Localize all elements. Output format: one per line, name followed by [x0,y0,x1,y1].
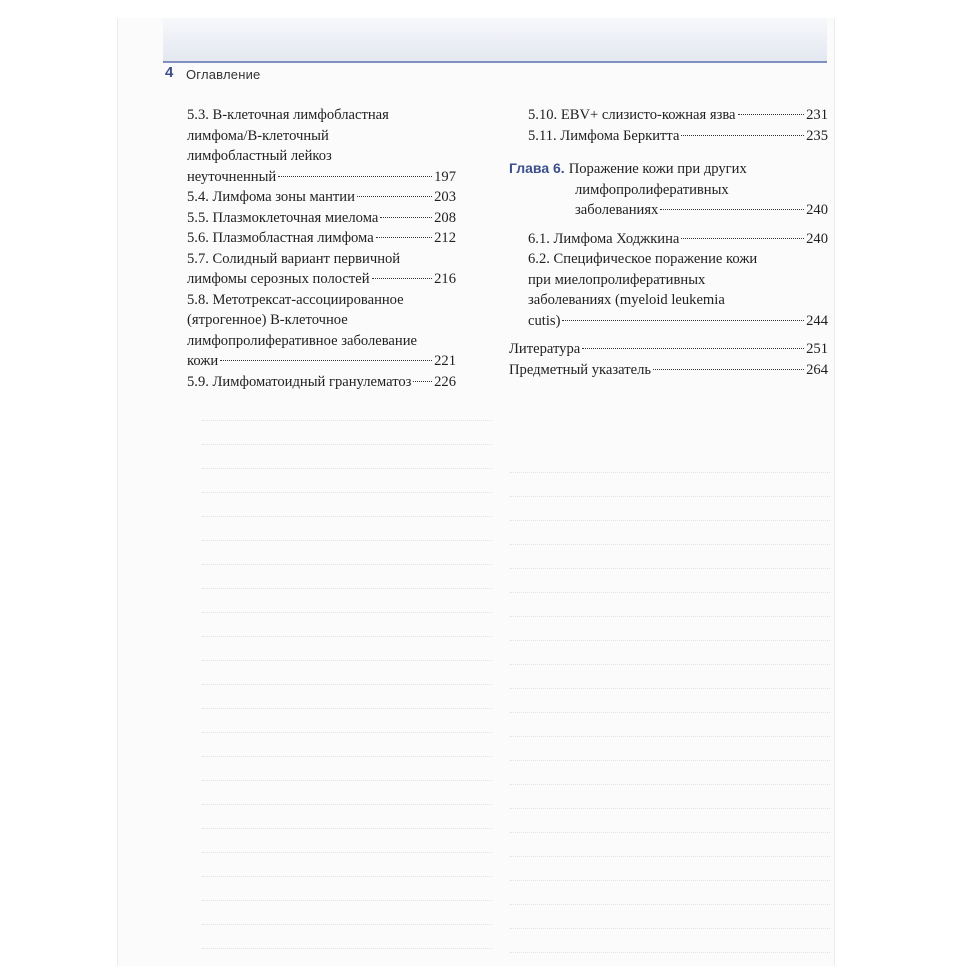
toc-entry-text: лимфобластный лейкоз [187,148,332,164]
toc-chapter-entry[interactable] [509,158,828,221]
toc-page-number: 240 [806,202,828,218]
toc-page-number: 216 [434,271,456,287]
toc-page-number: 235 [806,127,828,144]
toc-entry-text: при миелопролиферативных [528,271,706,288]
leader-dots [562,320,804,321]
toc-entry[interactable] [187,105,456,187]
header-band [163,18,827,62]
toc-entry[interactable] [187,249,456,290]
leader-dots [372,278,433,279]
toc-entry-text: 5.4. Лимфома зоны мантии [187,189,355,205]
toc-entry-text: 5.3. В-клеточная лимфобластная [187,107,389,123]
leader-dots [582,348,804,349]
bleed-through-text [510,450,830,954]
header-rule [163,61,827,63]
toc-entry-text: 5.6. Плазмобластная лимфома [187,230,374,246]
toc-entry[interactable] [509,105,828,126]
toc-entry-text: неуточненный [187,168,277,185]
toc-entry-text: заболеваниях (myeloid leukemia [528,292,725,308]
leader-dots [413,381,432,382]
toc-entry[interactable] [509,360,828,381]
leader-dots [380,217,432,218]
leader-dots [376,237,432,238]
leader-dots [738,114,805,115]
toc-page-number: 208 [434,209,456,226]
toc-entry[interactable] [509,339,828,360]
toc-entry[interactable] [187,372,456,393]
leader-dots [653,369,804,370]
bleed-through-text [202,398,492,950]
toc-entry-text: 5.11. Лимфома Беркитта [528,127,680,144]
toc-entry[interactable] [187,290,456,372]
toc-page-number: 251 [806,341,828,357]
toc-entry-text: Поражение кожи при других [568,161,747,177]
leader-dots [220,360,432,361]
toc-entry-text: 5.7. Солидный вариант первичной [187,250,401,267]
page-number: 4 [165,64,174,81]
toc-entry-text: 5.10. EBV+ слизисто-кожная язва [528,107,736,123]
toc-page-number: 244 [806,312,828,329]
toc-entry-text: 5.5. Плазмоклеточная миелома [187,209,379,226]
toc-page-number: 226 [434,373,456,390]
toc-entry-text: лимфопролиферативное заболевание [187,332,418,349]
chapter-label: Глава 6. [509,160,565,176]
toc-entry[interactable] [187,208,456,229]
toc-left-column [187,105,456,392]
toc-entry-text: кожи [187,353,219,369]
leader-dots [357,196,432,197]
toc-entry-text: 6.2. Специфическое поражение кожи [528,251,758,267]
toc-page-number: 212 [434,230,456,246]
leader-dots [681,135,804,136]
toc-entry-text: заболеваниях [575,202,659,218]
toc-entry[interactable] [509,229,828,250]
toc-entry-text: 5.9. Лимфоматоидный гранулематоз [187,373,412,390]
toc-entry-text: 5.8. Метотрексат-ассоциированное [187,291,404,308]
toc-entry-text: (ятрогенное) В-клеточное [187,312,348,328]
toc-entry-text: Литература [509,341,581,357]
toc-entry-text: лимфомы серозных полостей [187,271,370,287]
toc-page-number: 240 [806,230,828,247]
toc-entry[interactable] [187,187,456,208]
toc-entry[interactable] [187,228,456,249]
toc-page-number: 221 [434,353,456,369]
toc-entry-text: лимфопролиферативных [575,181,729,198]
leader-dots [278,176,432,177]
toc-entry[interactable] [509,126,828,147]
toc-page-number: 264 [806,361,828,378]
toc-entry-text: лимфома/В-клеточный [187,127,329,144]
leader-dots [681,238,804,239]
toc-page-number: 231 [806,107,828,123]
toc-entry[interactable] [509,249,828,331]
section-title: Оглавление [186,67,261,82]
toc-entry-text: 6.1. Лимфома Ходжкина [528,230,680,247]
toc-entry-text: Предметный указатель [509,361,652,378]
toc-right-column [509,105,828,380]
toc-page-number: 203 [434,189,456,205]
toc-entry-text: cutis) [528,312,561,329]
toc-page-number: 197 [434,168,456,185]
leader-dots [660,209,804,210]
